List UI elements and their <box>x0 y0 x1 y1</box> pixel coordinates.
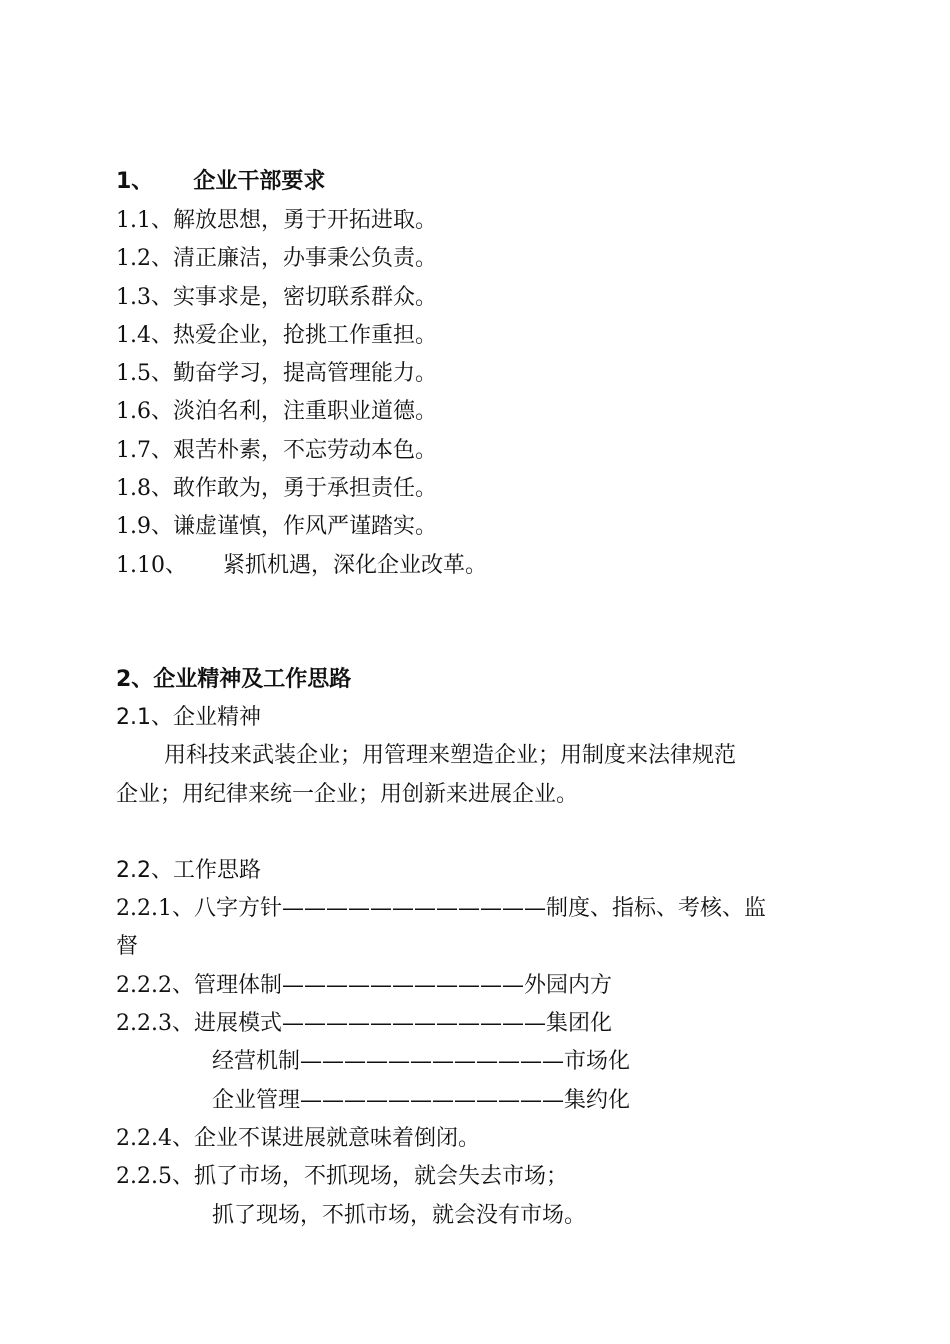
section-1-heading-text: 企业干部要求 <box>193 169 326 194</box>
list-item <box>116 243 437 273</box>
list-item-text: 艰苦朴素，不忘劳动本色。 <box>173 438 438 463</box>
list-item <box>116 473 437 503</box>
work-line: 2.2.3、进展模式————————————集团化 <box>116 1011 612 1036</box>
work-line: 督 <box>116 934 139 959</box>
subsection-2-2-heading: 2.2、工作思路 <box>116 858 261 883</box>
subsection-2-1-heading: 2.1、企业精神 <box>116 705 261 730</box>
list-item-text: 勤奋学习，提高管理能力。 <box>173 361 438 386</box>
list-item-text: 紧抓机遇，深化企业改革。 <box>223 553 488 578</box>
work-line: 2.2.4、企业不谋进展就意味着倒闭。 <box>116 1126 480 1151</box>
list-item-number: 1.3、 <box>116 285 173 310</box>
list-item <box>116 511 437 541</box>
list-item-number: 1.5、 <box>116 361 173 386</box>
paragraph-line-2: 企业；用纪律来统一企业；用创新来进展企业。 <box>116 782 579 807</box>
list-item-text: 热爱企业，抢挑工作重担。 <box>173 323 438 348</box>
list-item-text: 解放思想，勇于开拓进取。 <box>173 208 438 233</box>
list-item-number: 1.7、 <box>116 438 173 463</box>
list-item-number: 1.6、 <box>116 399 173 424</box>
list-item <box>116 282 437 312</box>
work-line: 2.2.2、管理体制———————————外园内方 <box>116 973 612 998</box>
list-item <box>116 550 487 580</box>
list-item-text: 淡泊名利，注重职业道德。 <box>173 399 438 424</box>
work-line: 2.2.5、抓了市场，不抓现场，就会失去市场； <box>116 1164 568 1189</box>
list-item-number: 1.10、 <box>116 553 187 578</box>
list-item-text: 实事求是，密切联系群众。 <box>173 285 438 310</box>
work-line: 经营机制————————————市场化 <box>212 1049 631 1074</box>
list-item <box>116 435 437 465</box>
section-1-heading-number: 1、 <box>116 169 154 194</box>
list-item <box>116 205 437 235</box>
list-item-number: 1.4、 <box>116 323 173 348</box>
list-item <box>116 320 437 350</box>
list-item-text: 谦虚谨慎，作风严谨踏实。 <box>173 514 438 539</box>
work-line: 企业管理————————————集约化 <box>212 1088 631 1113</box>
list-item-text: 敢作敢为，勇于承担责任。 <box>173 476 438 501</box>
paragraph-line-1: 用科技来武装企业；用管理来塑造企业；用制度来法律规范 <box>164 743 737 768</box>
work-line: 抓了现场，不抓市场，就会没有市场。 <box>212 1203 587 1228</box>
section-2-heading: 2、企业精神及工作思路 <box>116 667 352 692</box>
section-1-heading <box>116 167 325 197</box>
list-item-number: 1.2、 <box>116 246 173 271</box>
list-item-number: 1.8、 <box>116 476 173 501</box>
work-line: 2.2.1、八字方针————————————制度、指标、考核、监 <box>116 896 766 921</box>
list-item-number: 1.9、 <box>116 514 173 539</box>
list-item-text: 清正廉洁，办事秉公负责。 <box>173 246 438 271</box>
list-item-number: 1.1、 <box>116 208 173 233</box>
list-item <box>116 396 437 426</box>
list-item <box>116 358 437 388</box>
